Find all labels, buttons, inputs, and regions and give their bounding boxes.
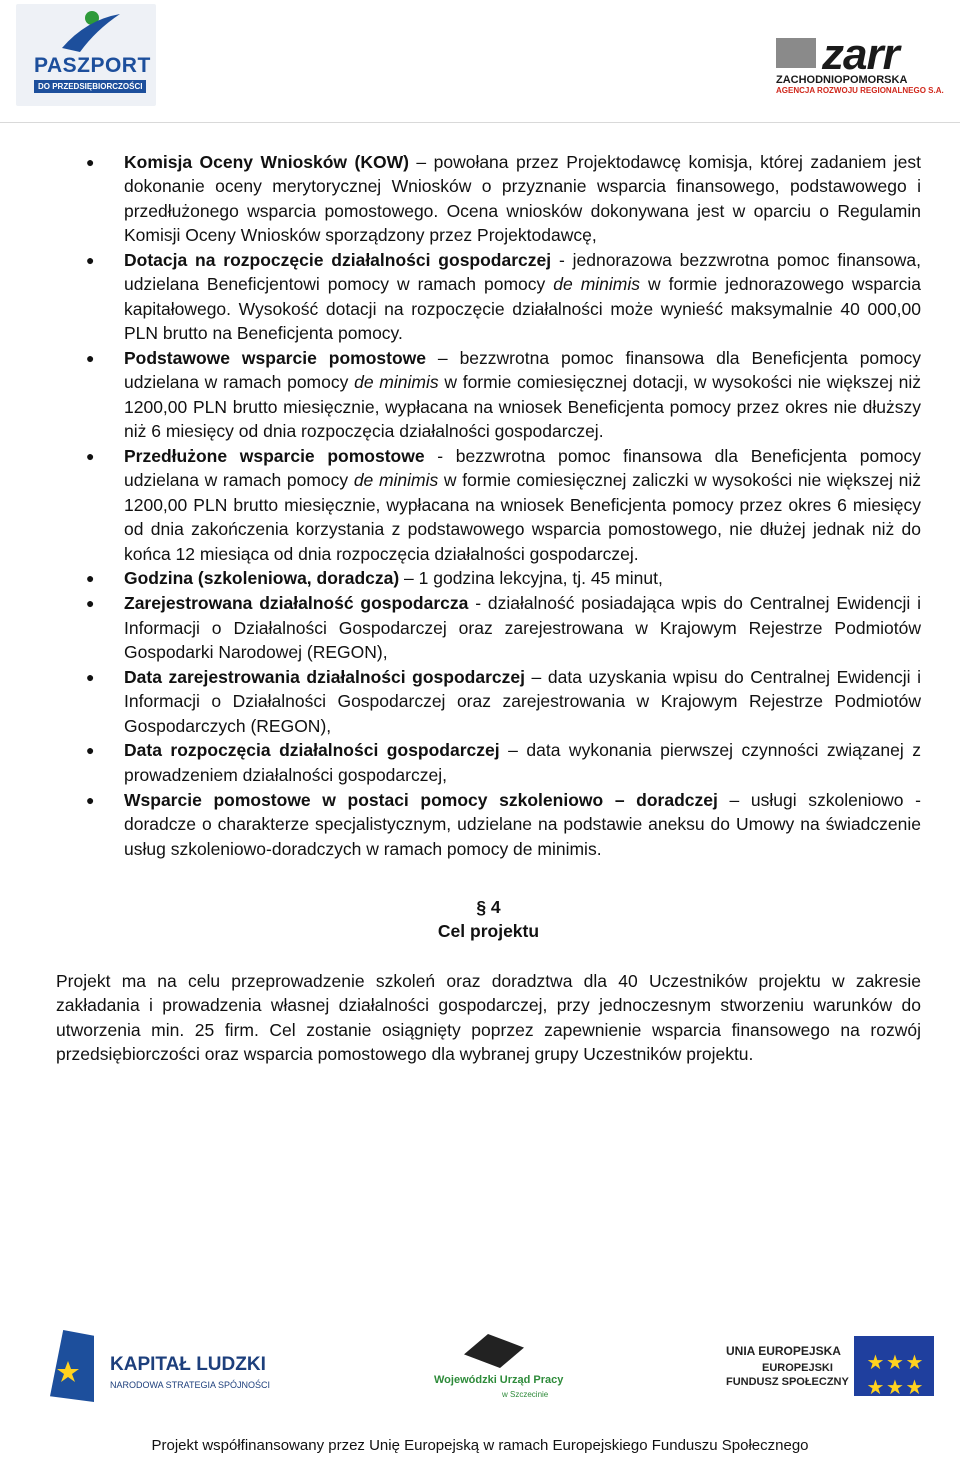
paszport-logo bbox=[16, 4, 156, 106]
kapital-ludzki-sub: NARODOWA STRATEGIA SPÓJNOŚCI bbox=[110, 1380, 271, 1390]
list-item bbox=[56, 346, 921, 444]
kapital-ludzki-logo bbox=[50, 1330, 280, 1402]
eu-logo bbox=[726, 1336, 938, 1398]
zarr-logo-word: zarr bbox=[822, 30, 899, 79]
list-item bbox=[56, 566, 921, 590]
list-item bbox=[56, 665, 921, 738]
definition-term: Data rozpoczęcia działalności gospodarczej bbox=[124, 740, 500, 761]
section-heading bbox=[56, 895, 921, 943]
footer-logos bbox=[0, 1322, 960, 1412]
wup-line2: w Szczecinie bbox=[502, 1390, 549, 1399]
zarr-logo-mark bbox=[776, 38, 816, 68]
eu-line1: UNIA EUROPEJSKA bbox=[726, 1344, 841, 1358]
kapital-ludzki-title: KAPITAŁ LUDZKI bbox=[110, 1354, 266, 1375]
definition-text-cont: w formie jednorazowego wsparcia kapitałowego. Wysokość dotacji na rozpoczęcie działalności może wynieść maksymalnie 40 000,00 PLN brutto na Beneficjenta pomocy. bbox=[124, 274, 921, 344]
definition-text: - bezzwrotna pomoc finansowa dla Beneficjenta pomocy udzielana w ramach pomocy bbox=[124, 446, 921, 491]
definition-italic: de minimis bbox=[354, 372, 439, 393]
bullet-icon: ● bbox=[86, 448, 95, 465]
definition-text-cont: w formie comiesięcznej zaliczki w wysokości nie większej niż 1200,00 PLN brutto miesięcznie, wypłacana na wniosek Beneficjenta pomocy przez okres 6 miesięcy od dnia zakończenia korzystania z podstawowego wsparcia pomostowego, nie dłużej jednak niż do końca 12 miesiąca od dnia rozpoczęcia działalności gospodarczej. bbox=[124, 470, 921, 564]
bullet-icon: ● bbox=[86, 791, 95, 808]
header-divider bbox=[0, 122, 960, 123]
definition-term: Przedłużone wsparcie pomostowe bbox=[124, 446, 425, 467]
definition-text: - działalność posiadająca wpis do Centralnej Ewidencji i Informacji o Działalności Gospodarczej oraz zarejestrowana w Krajowym Rejestrze Podmiotów Gospodarki Narodowej (REGON), bbox=[124, 593, 921, 663]
bullet-icon: ● bbox=[86, 668, 95, 685]
wup-mark-icon bbox=[464, 1334, 524, 1368]
bullet-icon: ● bbox=[86, 742, 95, 759]
bullet-icon: ● bbox=[86, 570, 95, 587]
definition-text: – data wykonania pierwszej czynności związanej z prowadzeniem działalności gospodarczej, bbox=[124, 740, 921, 785]
definition-text: – bezzwrotna pomoc finansowa dla Beneficjenta pomocy udzielana w ramach pomocy bbox=[124, 348, 921, 393]
paszport-logo-sub: DO PRZEDSIĘBIORCZOŚCI bbox=[34, 80, 146, 93]
section-title: Cel projektu bbox=[437, 920, 540, 941]
definition-text: – data uzyskania wpisu do Centralnej Ewidencji i Informacji o Działalności Gospodarczej oraz zarejestrowania w Krajowym Rejestrze Podmiotów Gospodarczych (REGON), bbox=[124, 666, 922, 736]
bullet-icon: ● bbox=[86, 154, 95, 170]
definition-italic: de minimis bbox=[553, 274, 641, 295]
definition-text: – usługi szkoleniowo - doradcze o charakterze specjalistycznym, udzielane na podstawie aneksu do Umowy na świadczenie usług szkoleniowo-doradczych w ramach pomocy de minimis. bbox=[124, 789, 921, 859]
zarr-logo bbox=[776, 30, 948, 96]
person-icon bbox=[56, 8, 126, 56]
eu-line3: FUNDUSZ SPOŁECZNY bbox=[726, 1376, 849, 1388]
definition-term: Dotacja na rozpoczęcie działalności gospodarczej bbox=[124, 250, 552, 271]
section-paragraph: Projekt ma na celu przeprowadzenie szkoleń oraz doradztwa dla 40 Uczestników projektu w zakresie zakładania i prowadzenia własnej działalności gospodarczej, przy jednoczesnym stworzeniu warunków do utworzenia min. 25 firm. Cel zostanie osiągnięty poprzez zapewnienie wsparcia finansowego na rozwój przedsiębiorczości oraz wsparcia pomostowego dla wybranej grupy Uczestników projektu. bbox=[56, 970, 921, 1065]
definitions-list bbox=[56, 150, 921, 861]
page-header bbox=[0, 0, 960, 124]
footer-text: Projekt współfinansowany przez Unię Europejską w ramach Europejskiego Funduszu Społecznego bbox=[151, 1437, 809, 1454]
paszport-logo-title: PASZPORT bbox=[34, 54, 151, 77]
eu-flag-icon bbox=[854, 1336, 934, 1399]
definition-term: Godzina (szkoleniowa, doradcza) bbox=[124, 568, 400, 589]
list-item bbox=[56, 150, 921, 248]
list-item bbox=[56, 444, 921, 566]
definition-text: – powołana przez Projektodawcę komisja, której zadaniem jest dokonanie oceny merytorycznej Wniosków o przyznanie wsparcia finansowego, podstawowego i przedłużonego wsparcia pomostowego. Ocena wniosków dokonywana jest w oparciu o Regulamin Komisji Oceny Wniosków sporządzony przez Projektodawcę, bbox=[124, 152, 921, 246]
definition-term: Zarejestrowana działalność gospodarcza bbox=[124, 593, 469, 614]
eu-line2: EUROPEJSKI bbox=[762, 1362, 833, 1374]
section-number: § 4 bbox=[476, 896, 501, 917]
definition-term: Komisja Oceny Wniosków (KOW) bbox=[124, 152, 409, 172]
definition-italic: de minimis bbox=[353, 470, 439, 491]
star-icon bbox=[56, 1360, 80, 1384]
list-item bbox=[56, 591, 921, 664]
eu-stars-icon: ★ ★ ★ ★ ★ ★ bbox=[866, 1352, 922, 1399]
bullet-icon: ● bbox=[86, 350, 95, 367]
definition-term: Data zarejestrowania działalności gospodarczej bbox=[124, 666, 525, 687]
document-body bbox=[56, 150, 921, 1067]
bullet-icon: ● bbox=[86, 595, 95, 612]
zarr-logo-line2: AGENCJA ROZWOJU REGIONALNEGO S.A. bbox=[776, 86, 944, 95]
definition-text: - jednorazowa bezzwrotna pomoc finansowa, udzielana Beneficjentowi pomocy w ramach pomocy bbox=[124, 250, 921, 295]
definition-term: Wsparcie pomostowe w postaci pomocy szkoleniowo – doradczej bbox=[124, 789, 718, 810]
list-item bbox=[56, 788, 921, 861]
zarr-logo-line1: ZACHODNIOPOMORSKA bbox=[776, 74, 908, 86]
definition-term: Podstawowe wsparcie pomostowe bbox=[124, 348, 426, 369]
wup-logo bbox=[430, 1334, 564, 1400]
wup-line1: Wojewódzki Urząd Pracy bbox=[434, 1374, 564, 1386]
definition-text-cont: w formie comiesięcznej dotacji, w wysokości nie większej niż 1200,00 PLN brutto miesięcznie, wypłacana na wniosek Beneficjenta pomocy przez okres nie dłuższy niż 6 miesięcy od dnia rozpoczęcia działalności gospodarczej. bbox=[124, 372, 921, 442]
list-item bbox=[56, 248, 921, 346]
definition-text: – 1 godzina lekcyjna, tj. 45 minut, bbox=[399, 568, 663, 589]
bullet-icon: ● bbox=[86, 252, 95, 269]
list-item bbox=[56, 738, 921, 787]
